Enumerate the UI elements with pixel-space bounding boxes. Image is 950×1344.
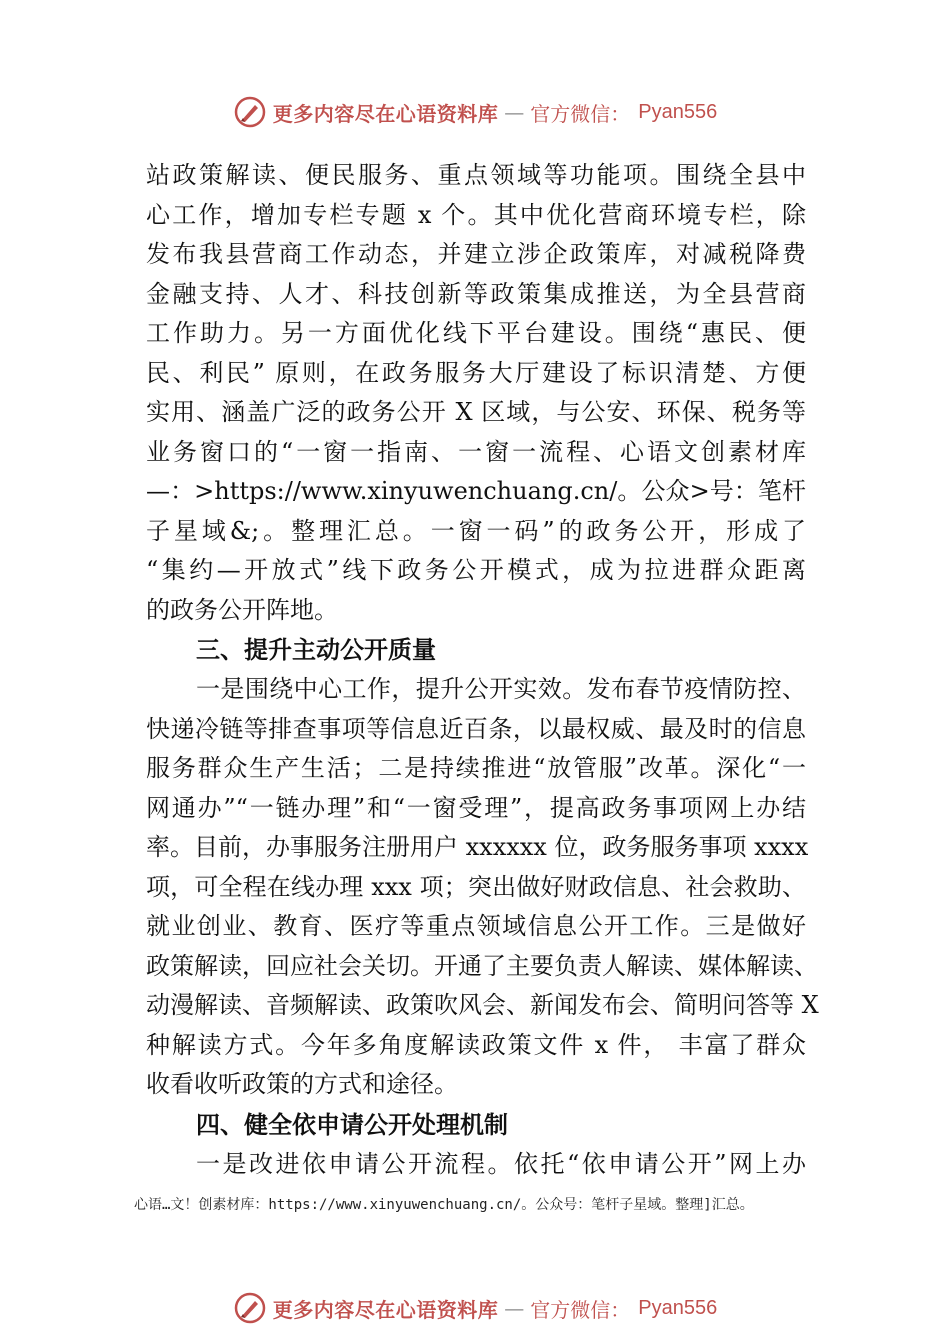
paragraph-line: 种解读方式。今年多角度解读政策文件 x 件， 丰富了群众: [146, 1030, 806, 1059]
paragraph-line: 子星域&;。整理汇总。一窗一码”的政务公开，形成了: [146, 516, 806, 545]
header-banner: [0, 92, 950, 132]
paragraph-line: 项，可全程在线办理 xxx 项；突出做好财政信息、社会救助、: [146, 872, 806, 901]
banner-wechat-label: 官方微信：: [530, 101, 631, 126]
paragraph-line: 就业创业、教育、医疗等重点领域信息公开工作。三是做好: [146, 912, 806, 940]
banner-title: 更多内容尽在心语资料库: [272, 1297, 499, 1322]
banner-wechat-id: Pyan556: [638, 100, 718, 123]
paragraph-line: 政策解读，回应社会关切。开通了主要负责人解读、媒体解读、: [146, 951, 818, 980]
footer-banner: [0, 1288, 950, 1328]
paragraph-line: 一是围绕中心工作，提升公开实效。发布春节疫情防控、: [196, 675, 806, 703]
paragraph-line: —：>https://www.xinyuwenchuang.cn/。公众>号：笔杆: [146, 477, 806, 505]
paragraph-line: 工作助力。另一方面优化线下平台建设。围绕“惠民、便: [146, 319, 806, 347]
banner-separator: —: [504, 1296, 525, 1320]
banner-wechat-id: Pyan556: [638, 1296, 718, 1319]
paragraph-line: 业务窗口的“一窗一指南、一窗一流程、心语文创素材库: [146, 437, 806, 466]
paragraph-line: 服务群众生产生活；二是持续推进“放管服”改革。深化“一: [146, 754, 806, 782]
banner-wechat-label: 官方微信：: [530, 1297, 631, 1322]
section-heading-3: 三、提升主动公开质量: [196, 636, 436, 664]
paragraph-line: 一是改进依申请公开流程。依托“依申请公开”网上办: [196, 1149, 806, 1178]
paragraph-line: 实用、涵盖广泛的政务公开 X 区域，与公安、环保、税务等: [146, 398, 806, 426]
paragraph-line: 快递冷链等排查事项等信息近百条，以最权威、最及时的信息: [146, 714, 806, 743]
paragraph-line: 民、利民” 原则，在政务服务大厅建设了标识清楚、方便: [146, 358, 806, 387]
paragraph-line: “集约—开放式”线下政务公开模式，成为拉进群众距离: [146, 556, 806, 584]
banner-title: 更多内容尽在心语资料库: [272, 101, 499, 126]
banner-separator: —: [504, 100, 525, 124]
paragraph-line: 动漫解读、音频解读、政策吹风会、新闻发布会、简明问答等 X: [146, 991, 819, 1019]
paragraph-line: 发布我县营商工作动态，并建立涉企政策库，对减税降费: [146, 240, 806, 268]
pen-logo-icon: [233, 95, 267, 129]
paragraph-line: 金融支持、人才、科技创新等政策集成推送，为全县营商: [146, 279, 806, 308]
footnote: 心语…文！创素材库：https://www.xinyuwenchuang.cn/。公众号：笔杆子星域。整理]汇总。: [134, 1197, 754, 1213]
paragraph-line: 心工作，增加专栏专题 x 个。其中优化营商环境专栏，除: [146, 200, 806, 229]
document-body: [146, 156, 819, 1184]
paragraph-line: 站政策解读、便民服务、重点领域等功能项。围绕全县中: [146, 161, 806, 189]
paragraph-line: 率。目前，办事服务注册用户 xxxxxx 位，政务服务事项 xxxx: [146, 833, 809, 861]
paragraph-line: 的政务公开阵地。: [146, 595, 338, 624]
pen-logo-icon: [233, 1291, 267, 1325]
paragraph-line: 收看收听政策的方式和途径。: [146, 1070, 458, 1098]
paragraph-line: 网通办”“一链办理”和“一窗受理”，提高政务事项网上办结: [146, 793, 806, 822]
section-heading-4: 四、健全依申请公开处理机制: [196, 1110, 508, 1139]
